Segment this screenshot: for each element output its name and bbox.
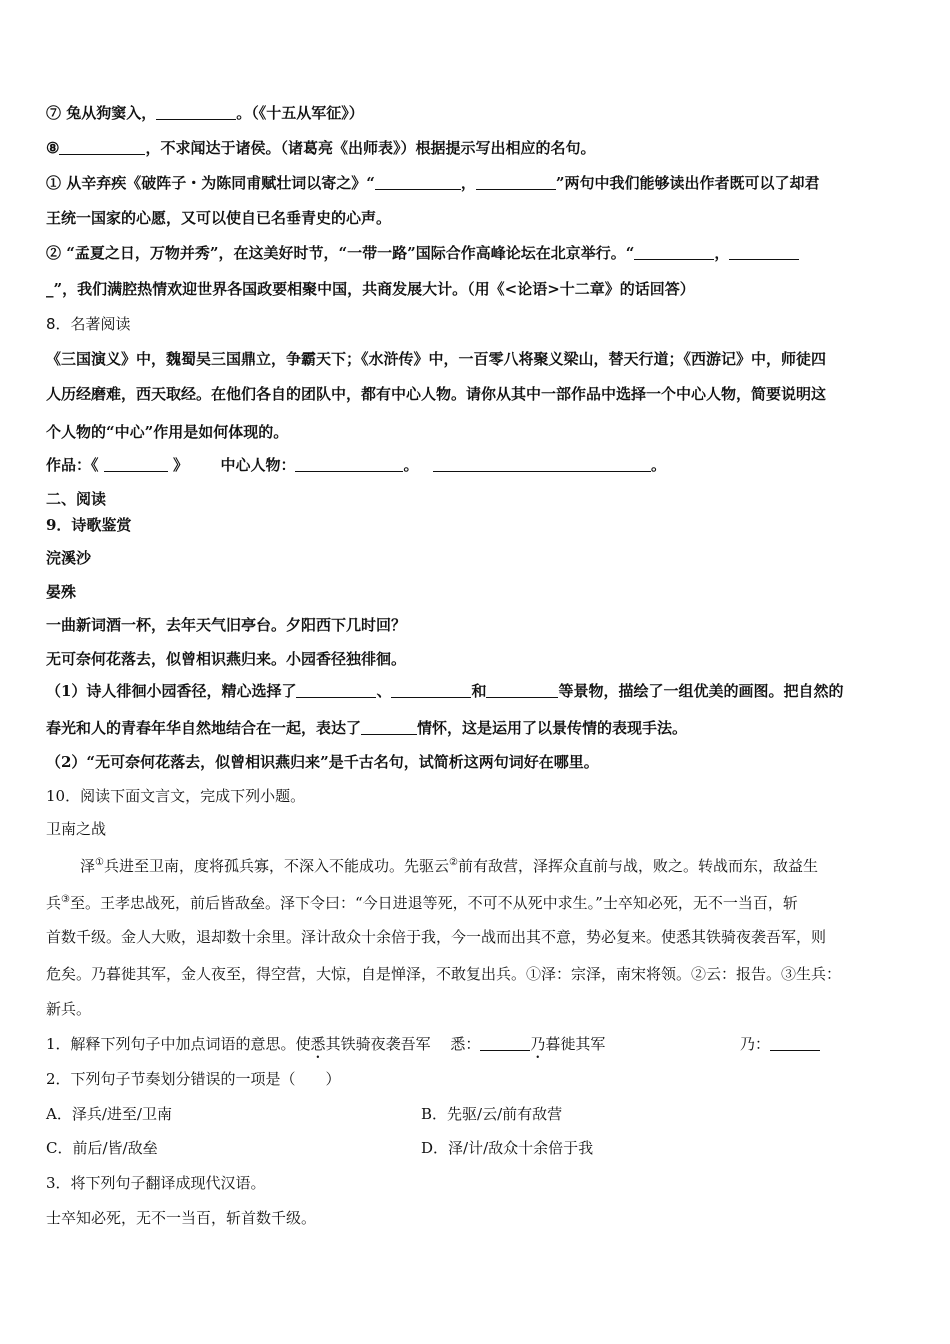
- q9-heading: 9．诗歌鉴赏: [46, 516, 132, 534]
- option-b[interactable]: B．先驱/云/前有敌营: [421, 1105, 563, 1123]
- answer-blank[interactable]: [156, 103, 236, 120]
- options-row-1: [46, 1104, 910, 1124]
- passage-line-1: 泽①兵进至卫南，度将孤兵寡，不深入不能成功。先驱云②前有敌营，泽挥众直前与战，败之。转战而东，敌益生: [80, 857, 818, 875]
- explanation-blank[interactable]: [433, 455, 651, 472]
- passage-line-2: 兵③至。王孝忠战死，前后皆敌垒。泽下令曰：“今日进退等死，不可不从死中求生。”士卒知必死，无不一当百，斩: [46, 894, 798, 912]
- answer-blank[interactable]: [634, 243, 714, 260]
- q9-sub1-line-2: 春光和人的青春年华自然地结合在一起，表达了 情怀，这是运用了以景传情的表现手法。: [46, 719, 688, 737]
- q9-sub2: （2）“无可奈何花落去，似曾相识燕归来”是千古名句，试简析这两句词好在哪里。: [46, 753, 599, 771]
- answer-blank[interactable]: [391, 681, 471, 698]
- answer-blank[interactable]: [486, 681, 558, 698]
- work-blank[interactable]: [104, 455, 168, 472]
- answer-blank[interactable]: [770, 1034, 820, 1051]
- section-heading: 二、阅读: [46, 490, 107, 508]
- passage-line-3: 首数千级。金人大败，退却数十余里。泽计敌众十余倍于我，今一战而出其不意，势必复来。使悉其铁骑夜袭吾军，则: [46, 928, 827, 946]
- answer-blank[interactable]: [296, 681, 376, 698]
- poem-title: 浣溪沙: [46, 549, 92, 567]
- prompt-2-line-2: _”，我们满腔热情欢迎世界各国政要相聚中国，共商发展大计。（用《<论语>十二章》的话回答）: [46, 280, 695, 298]
- q9-sub1-line-1: （1）诗人徘徊小园香径，精心选择了 、 和 等景物，描绘了一组优美的画图。把自然的: [46, 682, 844, 700]
- translate-sentence: 士卒知必死，无不一当百，斩首数千级。: [46, 1209, 317, 1227]
- option-a[interactable]: A．泽兵/进至/卫南: [46, 1105, 172, 1123]
- passage-line-5: 新兵。: [46, 1000, 92, 1018]
- q8-line-3: 个人物的“中心”作用是如何体现的。: [46, 423, 289, 441]
- passage-line-4: 危矣。乃暮徙其军，金人夜至，得空营，大惊，自是惮泽，不敢复出兵。①泽：宗泽，南宋将领。②云：报告。③生兵：: [46, 965, 842, 983]
- q8-line-1: 《三国演义》中，魏蜀吴三国鼎立，争霸天下；《水浒传》中，一百零八将聚义梁山，替天行道；《西游记》中，师徒四: [46, 350, 827, 368]
- answer-blank[interactable]: [729, 243, 799, 260]
- item-7: ⑦ 兔从狗窦入， 。（《十五从军征》）: [46, 104, 364, 122]
- q10-heading: 10．阅读下面文言文，完成下列小题。: [46, 787, 306, 805]
- options-row-2: [46, 1138, 910, 1158]
- prompt-2-line-1: ② “孟夏之日，万物并秀”，在这美好时节，“一带一路”国际合作高峰论坛在北京举行。“ ，: [46, 243, 910, 263]
- poem-author: 晏殊: [46, 583, 77, 601]
- sub-question-1: 1．解释下列句子中加点词语的意思。使悉其铁骑夜袭吾军 悉： 乃暮徙其军 乃：: [46, 1034, 910, 1062]
- answer-blank[interactable]: [375, 173, 461, 190]
- q8-line-2: 人历经磨难，西天取经。在他们各自的团队中，都有中心人物。请你从其中一部作品中选择一个中心人物，简要说明这: [46, 385, 827, 403]
- center-person-blank[interactable]: [295, 455, 403, 472]
- prompt-1-line-2: 王统一国家的心愿，又可以使自已名垂青史的心声。: [46, 209, 392, 227]
- item-8: ⑧ ，不求闻达于诸侯。（诸葛亮《出师表》）根据提示写出相应的名句。: [46, 139, 596, 157]
- option-c[interactable]: C．前后/皆/敌垒: [46, 1139, 158, 1157]
- answer-blank[interactable]: [361, 718, 417, 735]
- poem-line-2: 无可奈何花落去，似曾相识燕归来。小园香径独徘徊。: [46, 650, 407, 668]
- option-d[interactable]: D．泽/计/敌众十余倍于我: [421, 1139, 594, 1157]
- answer-blank[interactable]: [476, 173, 556, 190]
- q8-answer-line: 作品：《 》 中心人物： 。 。: [46, 456, 666, 474]
- poem-line-1: 一曲新词酒一杯，去年天气旧亭台。夕阳西下几时回？: [46, 616, 407, 634]
- sub-question-3: 3．将下列句子翻译成现代汉语。: [46, 1174, 266, 1192]
- answer-blank[interactable]: [480, 1034, 530, 1051]
- q8-heading: 8．名著阅读: [46, 315, 131, 333]
- answer-blank[interactable]: [59, 138, 145, 155]
- prompt-1-line-1: ① 从辛弃疾《破阵子・为陈同甫赋壮词以寄之》“ ， ”两句中我们能够读出作者既可以了却君: [46, 174, 820, 192]
- passage-title: 卫南之战: [46, 820, 107, 838]
- sub-question-2: 2．下列句子节奏划分错误的一项是（ ）: [46, 1070, 341, 1088]
